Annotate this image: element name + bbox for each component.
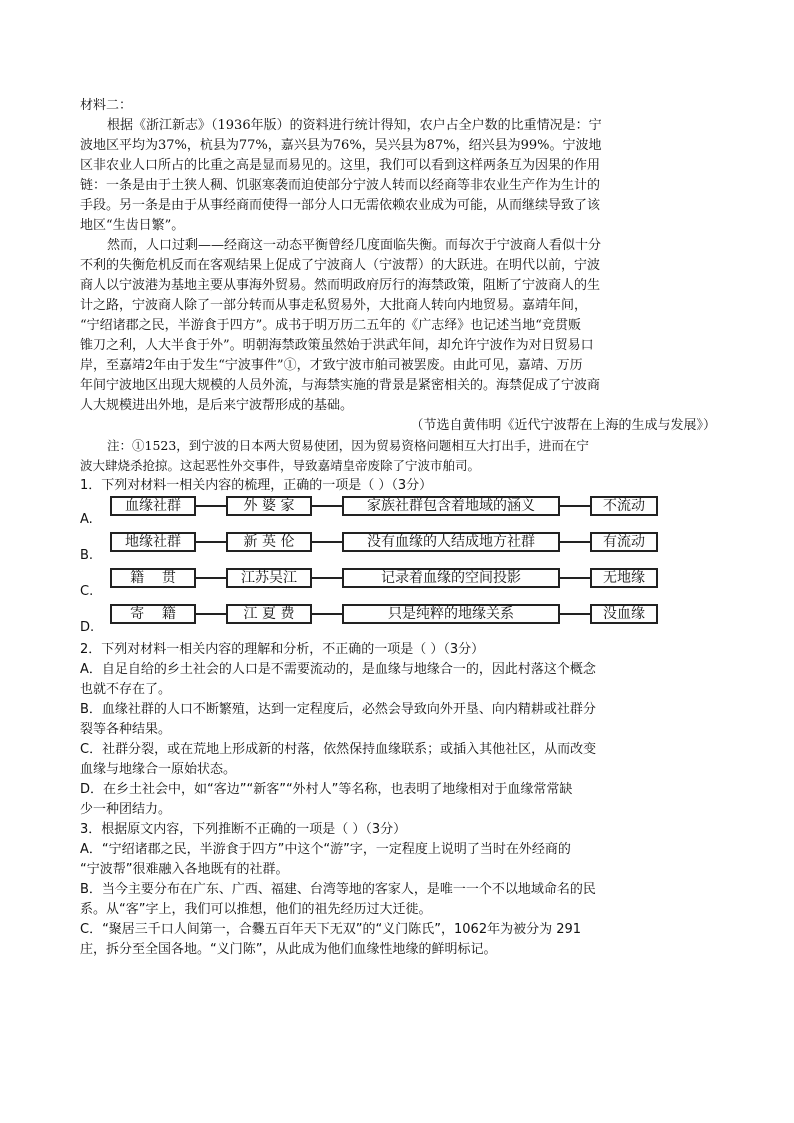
- material-line: 计之路，宁波商人除了一部分转而从事走私贸易外，大批商人转向内地贸易。嘉靖年间，: [80, 298, 588, 313]
- material-line: 不利的失衡危机反而在客观结果上促成了宁波商人（宁波帮）的大跃进。在明代以前，宁波: [80, 258, 601, 273]
- exam-page: [80, 96, 716, 960]
- material-line: “宁绍诸郡之民，半游食于四方”。成书于明万历二五年的《广志绎》也记述当地“竞贯贩: [80, 318, 581, 333]
- chain-connector: [312, 505, 342, 507]
- chain-box: 没血缘: [590, 604, 658, 624]
- option-label: B.: [80, 548, 94, 563]
- question-3-option-line[interactable]: A．“宁绍诸郡之民，半游食于四方”中这个“游”字，一定程度上说明了当时在外经商的: [80, 842, 571, 857]
- material-line: 根据《浙江新志》（1936年版）的资料进行统计得知，农户占全户数的比重情况是：宁: [107, 118, 602, 133]
- chain-box: 有流动: [590, 532, 658, 552]
- q1-option-c[interactable]: [80, 568, 716, 604]
- material-line: 商人以宁波港为基地主要从事海外贸易。然而明政府厉行的海禁政策，阻断了宁波商人的生: [80, 278, 601, 293]
- question-1-stem: 1．下列对材料一相关内容的梳理，正确的一项是（ ）（3分）: [80, 478, 433, 493]
- chain-box: 江 夏 费: [226, 604, 312, 624]
- material-line: 链：一条是由于土狭人稠、饥驱寒袭而迫使部分宁波人转而以经商等非农业生产作为生计的: [80, 178, 601, 193]
- option-label: C.: [80, 584, 94, 599]
- material-line: 年间宁波地区出现大规模的人员外流，与海禁实施的背景是紧密相关的。海禁促成了宁波商: [80, 378, 601, 393]
- question-2-option-line[interactable]: A．自足自给的乡土社会的人口是不需要流动的，是血缘与地缘合一的，因此村落这个概念: [80, 662, 596, 677]
- question-3-option-line[interactable]: 庄，拆分至全国各地。“义门陈”，从此成为他们血缘性地缘的鲜明标记。: [80, 942, 497, 957]
- material-line: 区非农业人口所占的比重之高是显而易见的。这里，我们可以看到这样两条互为因果的作用: [80, 158, 601, 173]
- material-line: 人大规模进出外地，是后来宁波帮形成的基础。: [80, 398, 354, 413]
- material-heading: 材料二：: [80, 98, 133, 113]
- chain-connector: [196, 577, 226, 579]
- chain-box: 籍 贯: [110, 568, 196, 588]
- material-line: 岸，至嘉靖2年由于发生“宁波事件”①，才致宁波市舶司被罢废。由此可见，嘉靖、万历: [80, 358, 583, 373]
- question-2-option-line[interactable]: B．血缘社群的人口不断繁殖，达到一定程度后，必然会导致向外开垦、向内精耕或社群分: [80, 702, 596, 717]
- chain-box: 地缘社群: [110, 532, 196, 552]
- question-2-option-line[interactable]: 少一种团结力。: [80, 802, 172, 817]
- question-3-stem: 3．根据原文内容，下列推断不正确的一项是（ ）（3分）: [80, 822, 407, 837]
- chain-connector: [560, 541, 590, 543]
- chain-connector: [312, 613, 342, 615]
- chain-box: 记录着血缘的空间投影: [342, 568, 560, 588]
- chain-connector: [560, 577, 590, 579]
- chain-box: 血缘社群: [110, 496, 196, 516]
- material-line: 锥刀之利，人大半食于外”。明朝海禁政策虽然始于洪武年间，却允许宁波作为对日贸易口: [80, 338, 594, 353]
- material-source: （节选自黄伟明《近代宁波帮在上海的生成与发展》）: [410, 418, 716, 433]
- chain-box: 不流动: [590, 496, 658, 516]
- chain-connector: [312, 541, 342, 543]
- question-2-option-line[interactable]: D．在乡土社会中，如“客边”“新客”“外村人”等名称，也表明了地缘相对于血缘常常缺: [80, 782, 573, 797]
- question-3-option-line[interactable]: B．当今主要分布在广东、广西、福建、台湾等地的客家人，是唯一一个不以地域命名的民: [80, 882, 596, 897]
- chain-connector: [560, 613, 590, 615]
- option-label: D.: [80, 620, 95, 635]
- question-2-option-line[interactable]: 也就不存在了。: [80, 682, 172, 697]
- chain-box: 江苏吴江: [226, 568, 312, 588]
- chain-connector: [196, 541, 226, 543]
- chain-box: 寄 籍: [110, 604, 196, 624]
- footnote-line: 注：①1523，到宁波的日本两大贸易使团，因为贸易资格问题相互大打出手，进而在宁: [107, 438, 589, 453]
- footnote-line: 波大肆烧杀抢掠。这起恶性外交事件，导致嘉靖皇帝废除了宁波市舶司。: [80, 458, 481, 473]
- question-3-option-line[interactable]: “宁波帮”很难融入各地既有的社群。: [80, 862, 289, 877]
- q1-option-a[interactable]: [80, 496, 716, 532]
- q1-option-b[interactable]: [80, 532, 716, 568]
- question-3-option-line[interactable]: C．“聚居三千口人间第一，合爨五百年天下无双”的“义门陈氏”，1062年为被分为 291: [80, 922, 582, 937]
- material-line: 波地区平均为37%，杭县为77%，嘉兴县为76%，吴兴县为87%，绍兴县为99%。宁波地: [80, 138, 602, 153]
- question-2-option-line[interactable]: 血缘与地缘合一原始状态。: [80, 762, 237, 777]
- option-label: A.: [80, 512, 93, 527]
- question-2-stem: 2．下列对材料一相关内容的理解和分析，不正确的一项是（ ）（3分）: [80, 642, 485, 657]
- chain-box: 外 婆 家: [226, 496, 312, 516]
- chain-box: 家族社群包含着地域的涵义: [342, 496, 560, 516]
- chain-box: 新 英 伦: [226, 532, 312, 552]
- question-2-option-line[interactable]: C．社群分裂，或在荒地上形成新的村落，依然保持血缘联系；或插入其他社区，从而改变: [80, 742, 597, 757]
- chain-box: 只是纯粹的地缘关系: [342, 604, 560, 624]
- chain-box: 无地缘: [590, 568, 658, 588]
- question-2-option-line[interactable]: 裂等各种结果。: [80, 722, 172, 737]
- material-line: 手段。另一条是由于从事经商而使得一部分人口无需依赖农业成为可能，从而继续导致了该: [80, 198, 601, 213]
- chain-connector: [560, 505, 590, 507]
- chain-connector: [312, 577, 342, 579]
- chain-connector: [196, 505, 226, 507]
- chain-box: 没有血缘的人结成地方社群: [342, 532, 560, 552]
- material-line: 然而，人口过剩——经商这一动态平衡曾经几度面临失衡。而每次于宁波商人看似十分: [107, 238, 602, 253]
- chain-connector: [196, 613, 226, 615]
- material-line: 地区“生齿日繁”。: [80, 218, 185, 233]
- question-3-option-line[interactable]: 系。从“客”字上，我们可以推想，他们的祖先经历过大迁徙。: [80, 902, 432, 917]
- q1-option-d[interactable]: [80, 604, 716, 640]
